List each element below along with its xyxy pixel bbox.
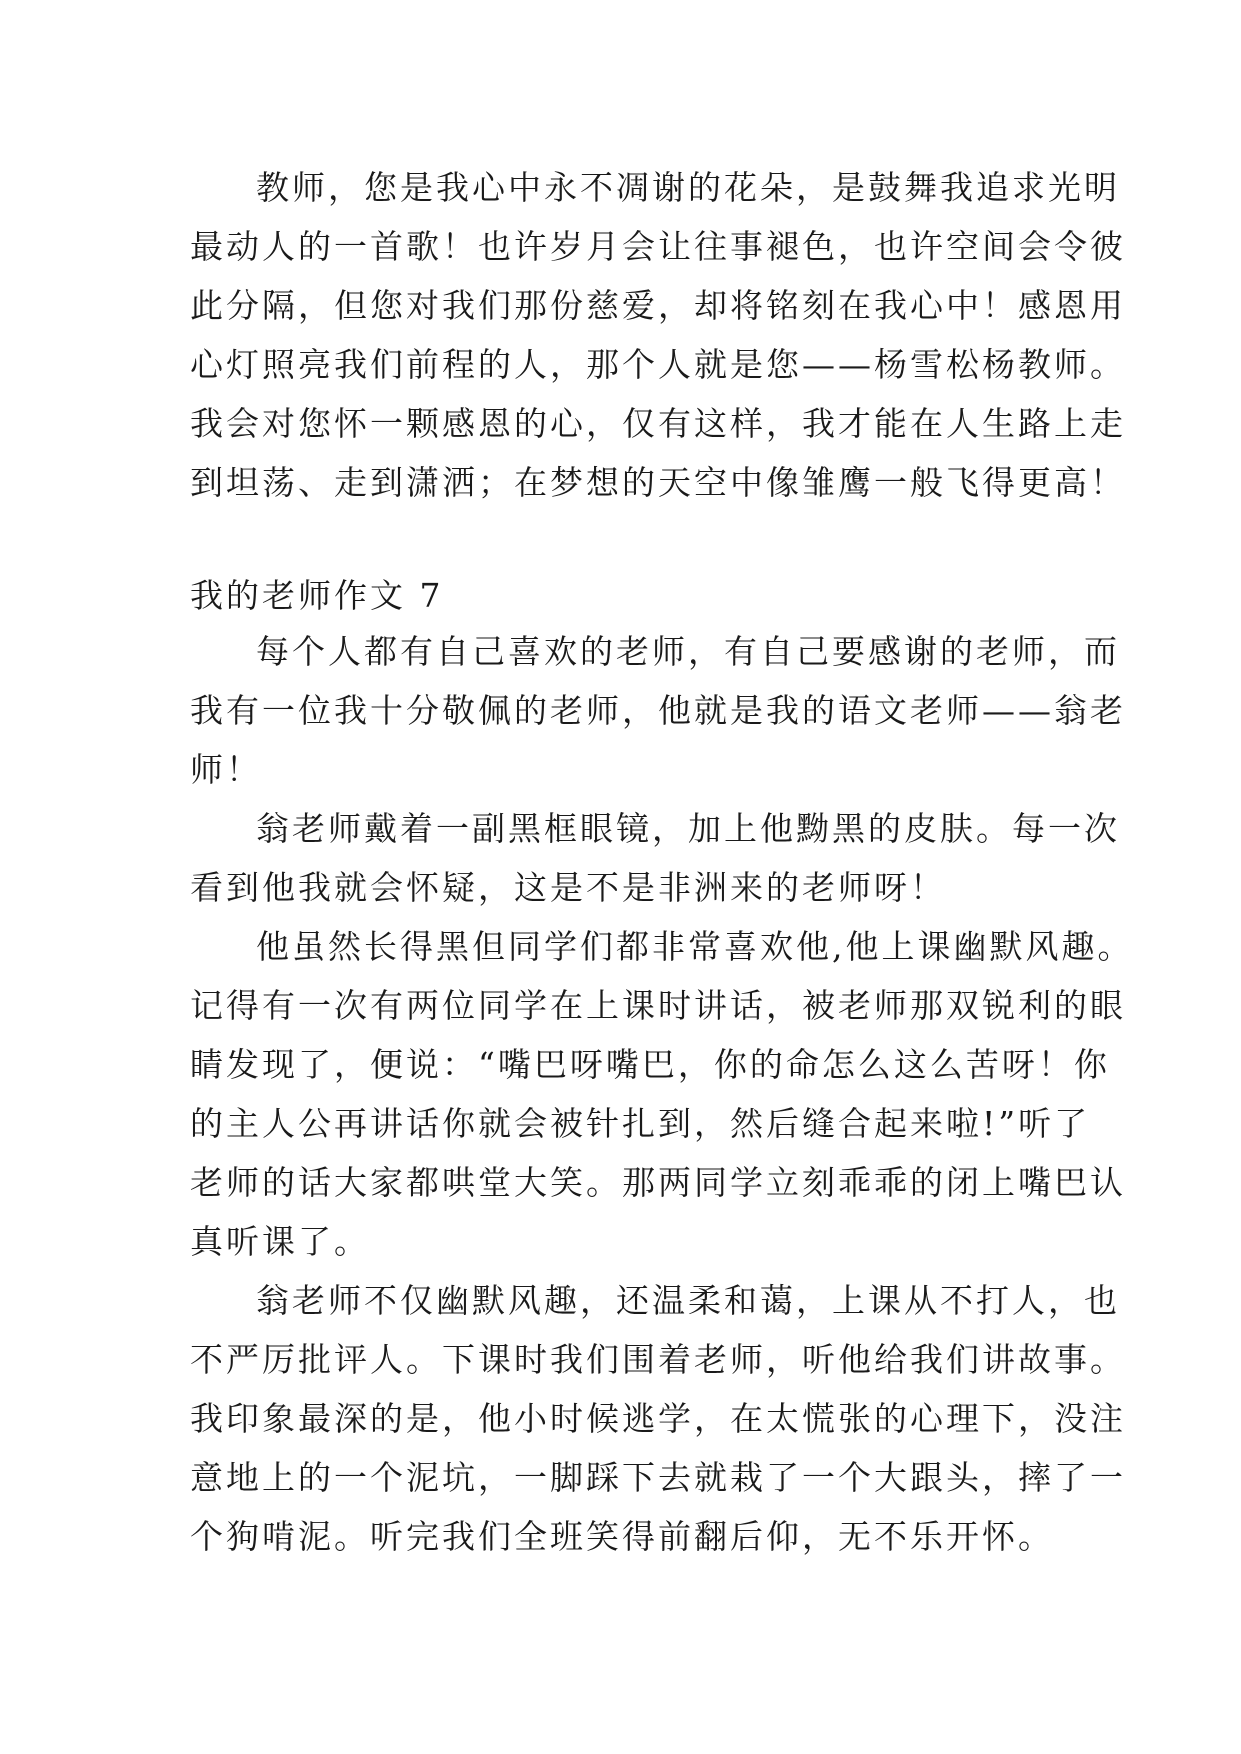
text-line: 老师的话大家都哄堂大笑。那两同学立刻乖乖的闭上嘴巴认 [190,1163,1126,1202]
text-line: 我印象最深的是，他小时候逃学，在太慌张的心理下，没注 [190,1399,1126,1438]
paragraph [190,1271,1126,1566]
text-line: 意地上的一个泥坑，一脚踩下去就栽了一个大跟头，摔了一 [190,1458,1126,1497]
text-line: 心灯照亮我们前程的人，那个人就是您——杨雪松杨教师。 [190,345,1126,384]
text-line: 最动人的一首歌！也许岁月会让往事褪色，也许空间会令彼 [190,227,1126,266]
text-line: 睛发现了，便说：“嘴巴呀嘴巴，你的命怎么这么苦呀！你 [190,1045,1110,1084]
text-line: 此分隔，但您对我们那份慈爱，却将铭刻在我心中！感恩用 [190,286,1126,325]
essay-body [190,622,1134,1566]
text-line: 记得有一次有两位同学在上课时讲话，被老师那双锐利的眼 [190,986,1126,1025]
top-paragraph [190,158,1126,512]
text-line: 每个人都有自己喜欢的老师，有自己要感谢的老师，而 [256,632,1120,671]
text-line: 翁老师不仅幽默风趣，还温柔和蔼，上课从不打人，也 [256,1281,1120,1320]
text-line: 教师，您是我心中永不凋谢的花朵，是鼓舞我追求光明 [256,168,1120,207]
text-line: 的主人公再讲话你就会被针扎到，然后缝合起来啦!”听了 [190,1104,1091,1143]
text-line: 他虽然长得黑但同学们都非常喜欢他,他上课幽默风趣。 [256,927,1134,966]
text-line: 不严厉批评人。下课时我们围着老师，听他给我们讲故事。 [190,1340,1126,1379]
essay-title: 我的老师作文 7 [190,576,444,615]
essay-heading-block [190,566,1060,625]
text-line: 看到他我就会怀疑，这是不是非洲来的老师呀！ [190,868,946,907]
text-line: 真听课了。 [190,1222,370,1261]
text-line: 师！ [190,750,262,789]
paragraph [190,622,1126,799]
paragraph [190,799,1120,917]
paragraph [190,917,1134,1271]
text-line: 我有一位我十分敬佩的老师，他就是我的语文老师——翁老 [190,691,1126,730]
text-line: 个狗啃泥。听完我们全班笑得前翻后仰，无不乐开怀。 [190,1517,1054,1556]
text-line: 到坦荡、走到潇洒；在梦想的天空中像雏鹰一般飞得更高！ [190,463,1126,502]
text-line: 翁老师戴着一副黑框眼镜，加上他黝黑的皮肤。每一次 [256,809,1120,848]
text-line: 我会对您怀一颗感恩的心，仅有这样，我才能在人生路上走 [190,404,1126,443]
